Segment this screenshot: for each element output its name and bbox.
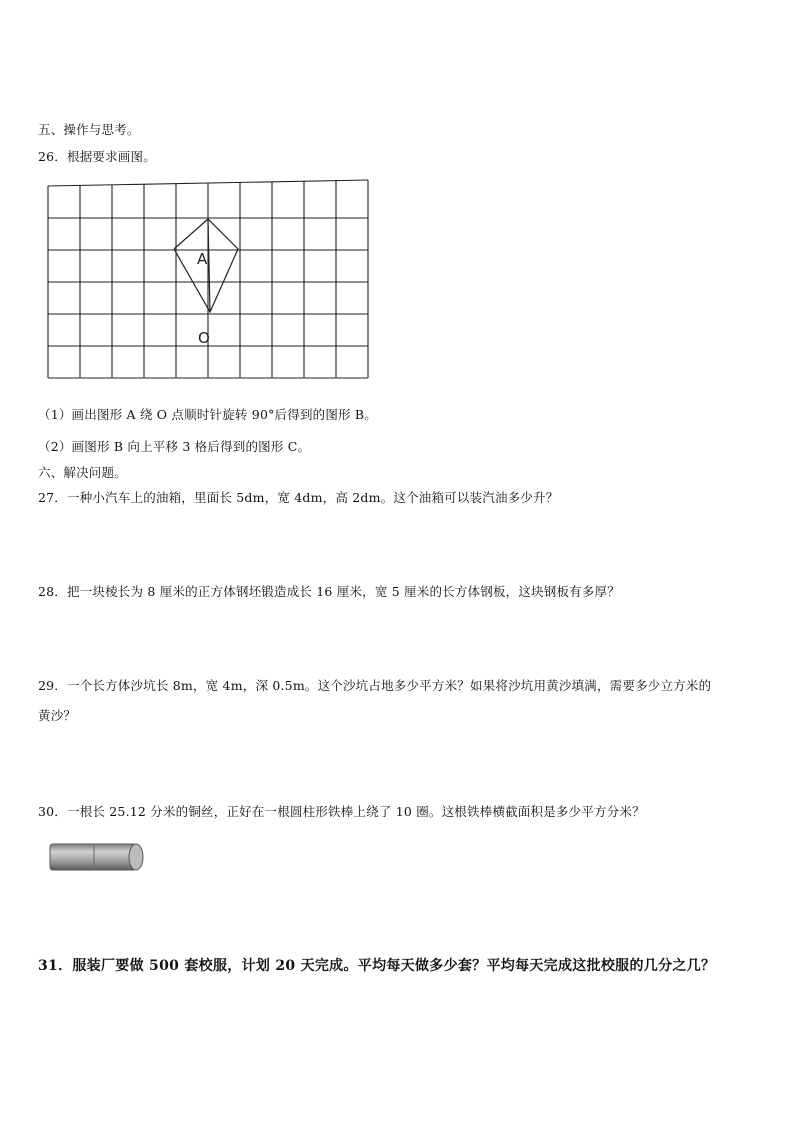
question-26-part-2: （2）画图形 B 向上平移 3 格后得到的图形 C。	[38, 439, 311, 454]
question-28: 28．把一块棱长为 8 厘米的正方体钢坯锻造成长 16 厘米，宽 5 厘米的长方体钢板，这块钢板有多厚？	[38, 584, 620, 599]
question-26-part-1: （1）画出图形 A 绕 O 点顺时针旋转 90°后得到的图形 B。	[38, 407, 378, 422]
point-a-label: A	[197, 250, 208, 268]
question-30: 30．一根长 25.12 分米的铜丝，正好在一根圆柱形铁棒上绕了 10 圈。这根铁棒横截面积是多少平方分米？	[38, 804, 645, 819]
square-grid-figure	[46, 178, 370, 384]
question-26-stem: 26．根据要求画图。	[38, 149, 156, 164]
cylinder-rod-image	[46, 838, 150, 878]
question-31: 31．服装厂要做 500 套校服，计划 20 天完成。平均每天做多少套？平均每天完成这批校服的几分之几？	[38, 958, 716, 974]
grid-lines	[48, 180, 368, 378]
point-o-label: O	[198, 329, 210, 347]
question-29-line-1: 29．一个长方体沙坑长 8m，宽 4m，深 0.5m。这个沙坑占地多少平方米？如果将沙坑用黄沙填满，需要多少立方米的	[38, 678, 712, 693]
question-27: 27．一种小汽车上的油箱，里面长 5dm，宽 4dm，高 2dm。这个油箱可以装汽油多少升？	[38, 490, 559, 505]
rod-body	[50, 844, 136, 870]
question-29-line-2: 黄沙？	[38, 708, 77, 723]
section-five-heading: 五、操作与思考。	[38, 122, 140, 137]
rod-end	[129, 844, 143, 870]
section-six-heading: 六、解决问题。	[38, 465, 127, 480]
